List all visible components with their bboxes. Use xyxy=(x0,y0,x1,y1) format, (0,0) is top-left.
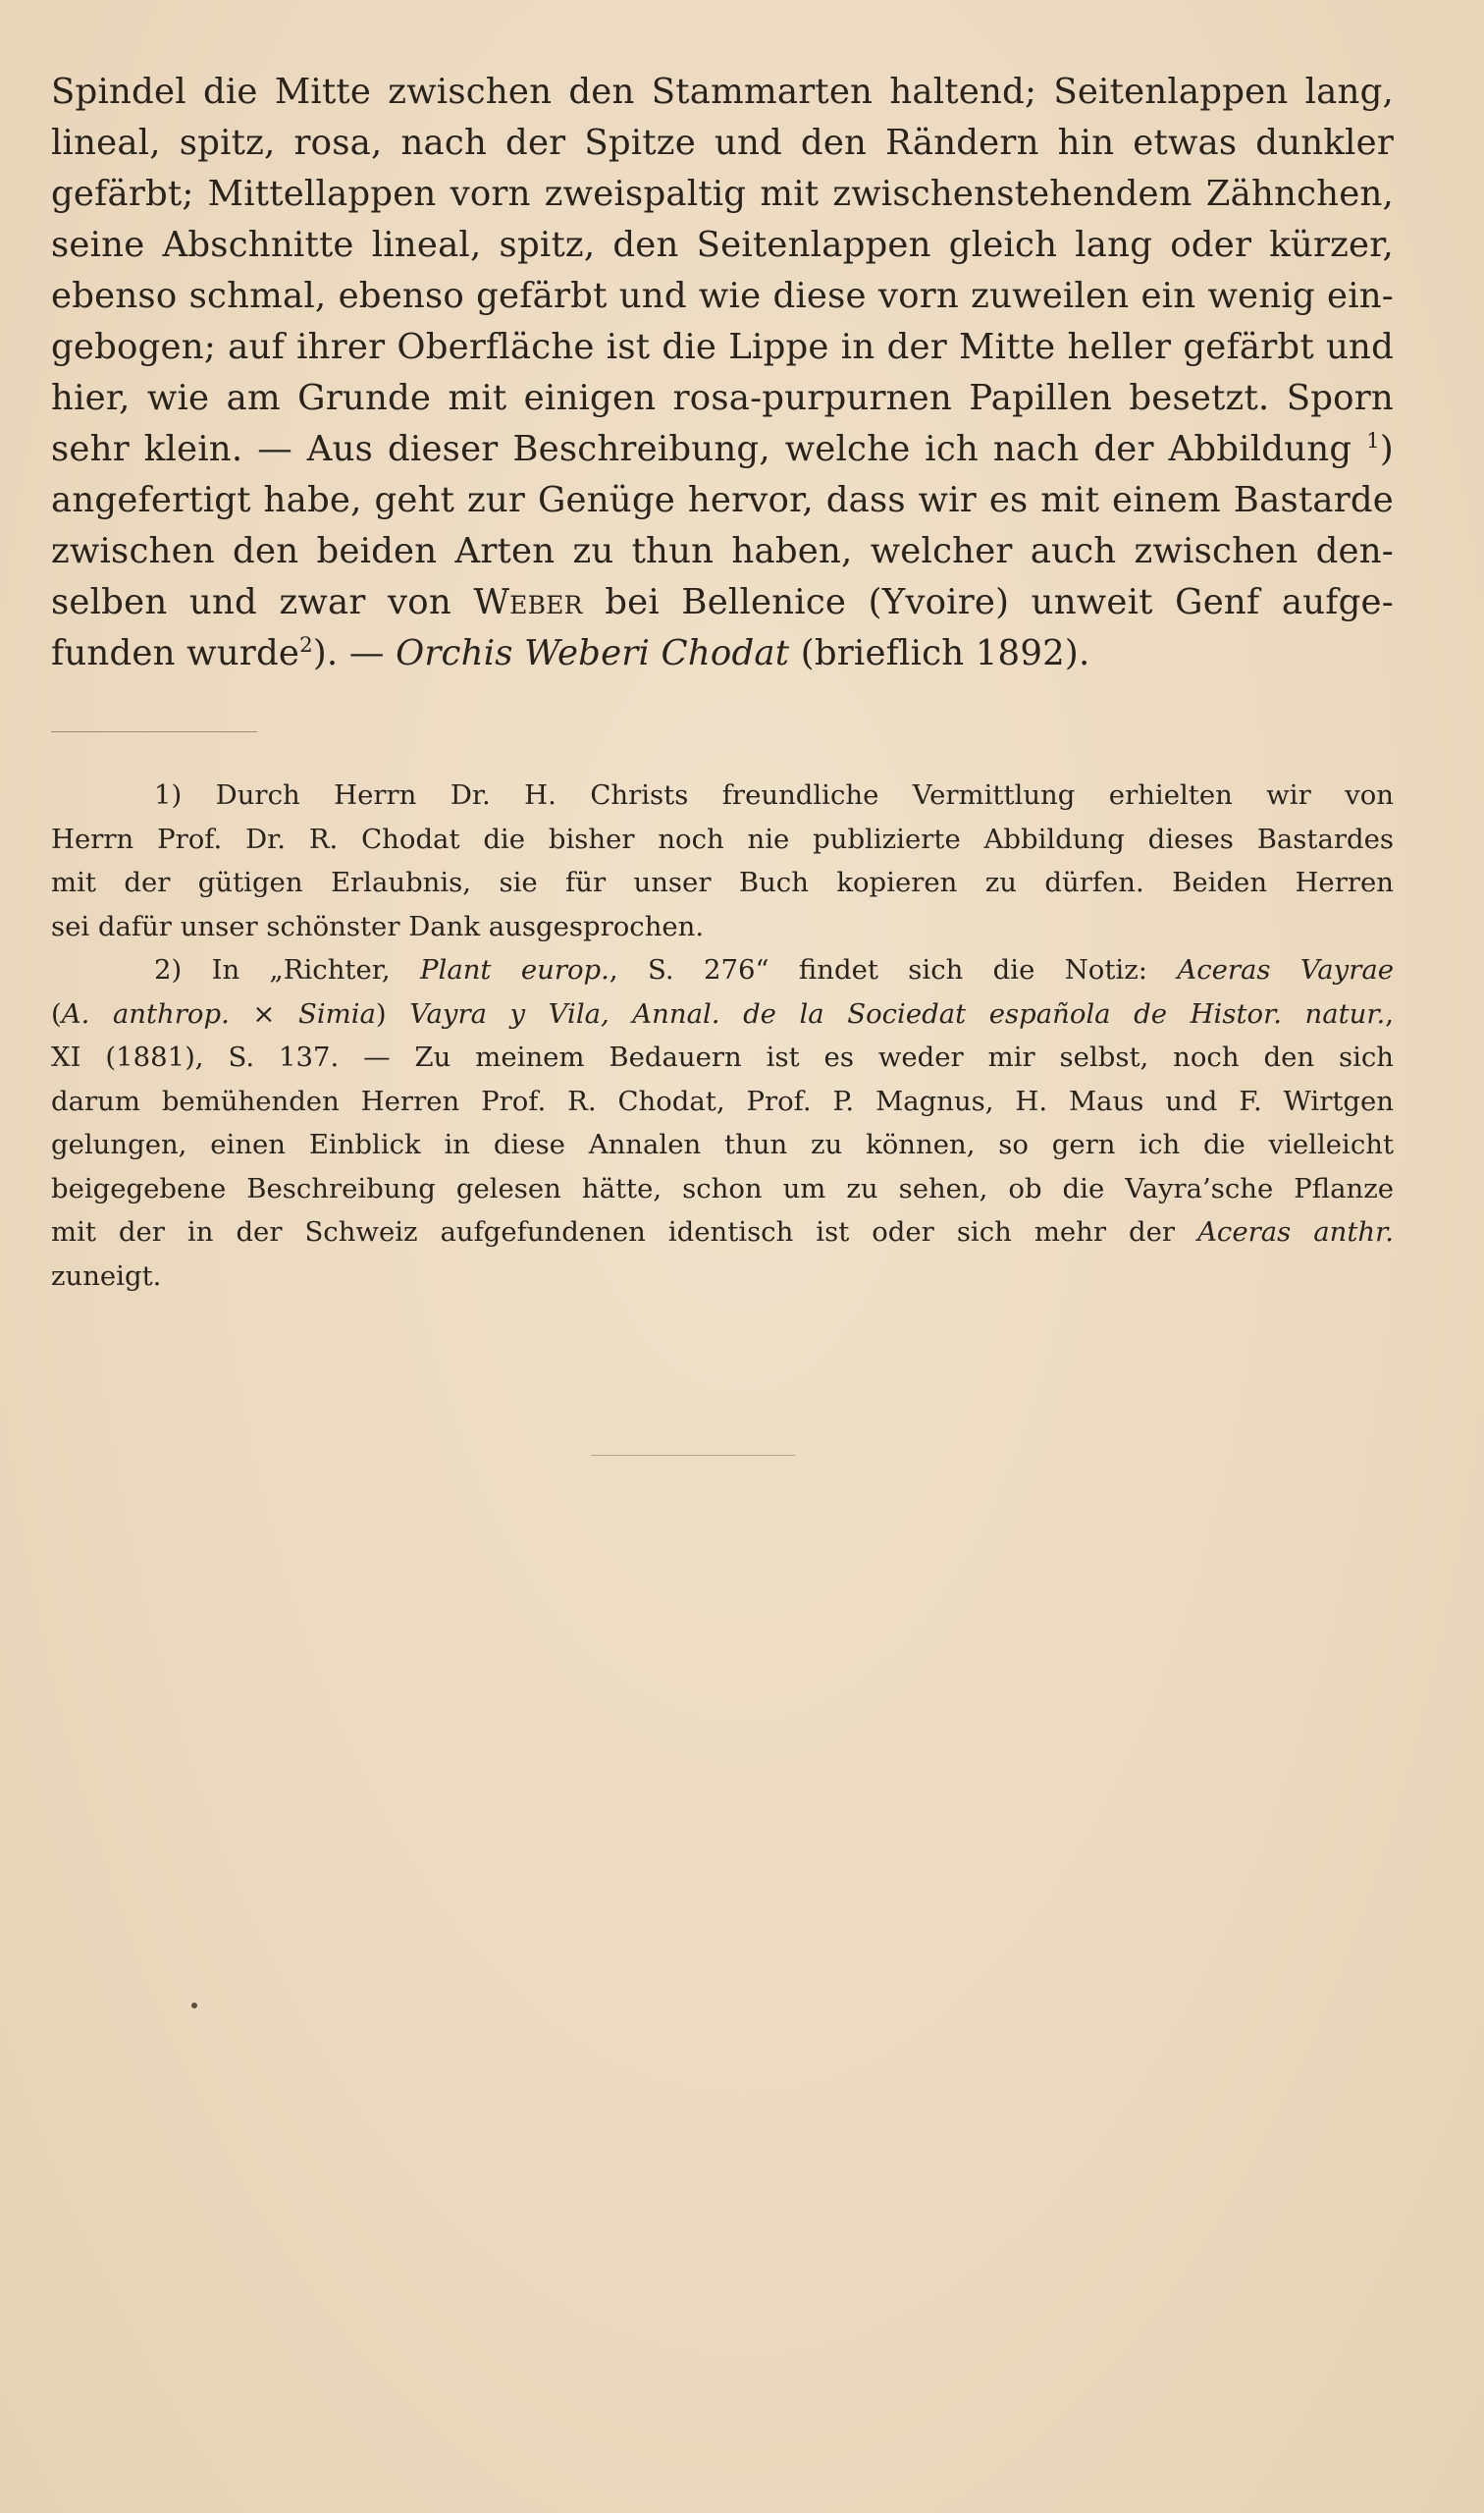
text-line: gefärbt; Mittellappen vorn zweispaltig mit zwischenstehendem Zähnchen, xyxy=(51,174,1394,214)
text-segment: Aceras Vayrae xyxy=(1177,954,1395,986)
text-line: gebogen; auf ihrer Oberfläche ist die Lippe in der Mitte heller gefärbt und xyxy=(51,327,1394,367)
text-segment: , xyxy=(1385,997,1394,1030)
text-line: hier, wie am Grunde mit einigen rosa-purpurnen Papillen besetzt. Sporn xyxy=(51,378,1394,418)
text-segment: ) xyxy=(375,997,387,1030)
text-segment: selben und zwar von xyxy=(51,582,451,622)
text-line: angefertigt habe, geht zur Genüge hervor, dass wir es mit einem Bastarde xyxy=(51,480,1394,520)
text-line: ebenso schmal, ebenso gefärbt und wie diese vorn zuweilen ein wenig ein- xyxy=(51,276,1394,316)
end-rule xyxy=(591,1455,795,1456)
paper-speck xyxy=(191,2003,197,2008)
text-segment: × xyxy=(252,997,276,1030)
text-segment: ) xyxy=(1379,429,1394,469)
text-line: seine Abschnitte lineal, spitz, den Seitenlappen gleich lang oder kürzer, xyxy=(51,225,1394,265)
main-paragraph xyxy=(51,67,1394,679)
text-segment: sehr klein. — Aus dieser Beschreibung, welche ich nach der Abbildung xyxy=(51,429,1352,469)
footnote-1-line: 1) Durch Herrn Dr. H. Christs freundliche Vermittlung erhielten wir von xyxy=(154,779,1394,811)
text-line xyxy=(51,577,1394,628)
footnote-2-line: gelungen, einen Einblick in diese Annalen thun zu können, so gern ich die vielleicht xyxy=(51,1129,1394,1160)
text-line: Spindel die Mitte zwischen den Stammarten haltend; Seitenlappen lang, xyxy=(51,72,1394,112)
footnote-ref-1: 1 xyxy=(1366,429,1380,454)
text-segment: Vayra y Vila, Annal. de la Sociedat española de Histor. natur. xyxy=(409,997,1386,1030)
footnote-2-line xyxy=(51,1210,1394,1255)
text-segment: ( xyxy=(51,997,62,1030)
text-segment: Plant europ. xyxy=(420,954,610,986)
text-segment: (brieflich 1892). xyxy=(800,633,1090,673)
footnote-ref-2: 2 xyxy=(299,633,313,659)
text-segment: ). — xyxy=(312,633,385,673)
text-line xyxy=(51,628,1394,679)
text-segment: Simia xyxy=(297,997,376,1030)
footnote-separator xyxy=(51,731,257,732)
text-line: lineal, spitz, rosa, nach der Spitze und den Rändern hin etwas dunkler xyxy=(51,123,1394,163)
species-name: Orchis Weberi Chodat xyxy=(396,633,790,673)
text-segment: funden wurde xyxy=(51,633,300,673)
footnote-2-line xyxy=(51,992,1394,1037)
text-segment: bei Bellenice (Yvoire) unweit Genf aufge- xyxy=(605,582,1394,622)
footnote-2-line xyxy=(51,948,1394,992)
footnote-1-line: sei dafür unser schönster Dank ausgesprochen. xyxy=(51,910,705,942)
footnotes xyxy=(51,774,1394,1298)
footnote-2-line: darum bemühenden Herren Prof. R. Chodat, Prof. P. Magnus, H. Maus und F. Wirtgen xyxy=(51,1085,1394,1117)
author-name-weber: Weber xyxy=(473,582,583,622)
text-line xyxy=(51,424,1394,475)
text-segment: 2) In „Richter, xyxy=(154,954,391,986)
text-segment: A. anthrop. xyxy=(61,997,230,1030)
text-segment: Aceras anthr. xyxy=(1197,1216,1394,1248)
footnote-1-line: mit der gütigen Erlaubnis, sie für unser Buch kopieren zu dürfen. Beiden Herren xyxy=(51,867,1394,898)
footnote-2-line: zuneigt. xyxy=(51,1259,162,1292)
text-segment: mit der in der Schweiz aufgefundenen identisch ist oder sich mehr der xyxy=(51,1216,1176,1248)
footnote-2-line: XI (1881), S. 137. — Zu meinem Bedauern ist es weder mir selbst, noch den sich xyxy=(51,1042,1394,1073)
footnote-2-line: beigegebene Beschreibung gelesen hätte, schon um zu sehen, ob die Vayra’sche Pflanze xyxy=(51,1172,1394,1204)
text-line: zwischen den beiden Arten zu thun haben, welcher auch zwischen den- xyxy=(51,531,1394,571)
text-segment: , S. 276“ findet sich die Notiz: xyxy=(609,954,1147,986)
footnote-1-line: Herrn Prof. Dr. R. Chodat die bisher noch nie publizierte Abbildung dieses Bastardes xyxy=(51,823,1394,855)
